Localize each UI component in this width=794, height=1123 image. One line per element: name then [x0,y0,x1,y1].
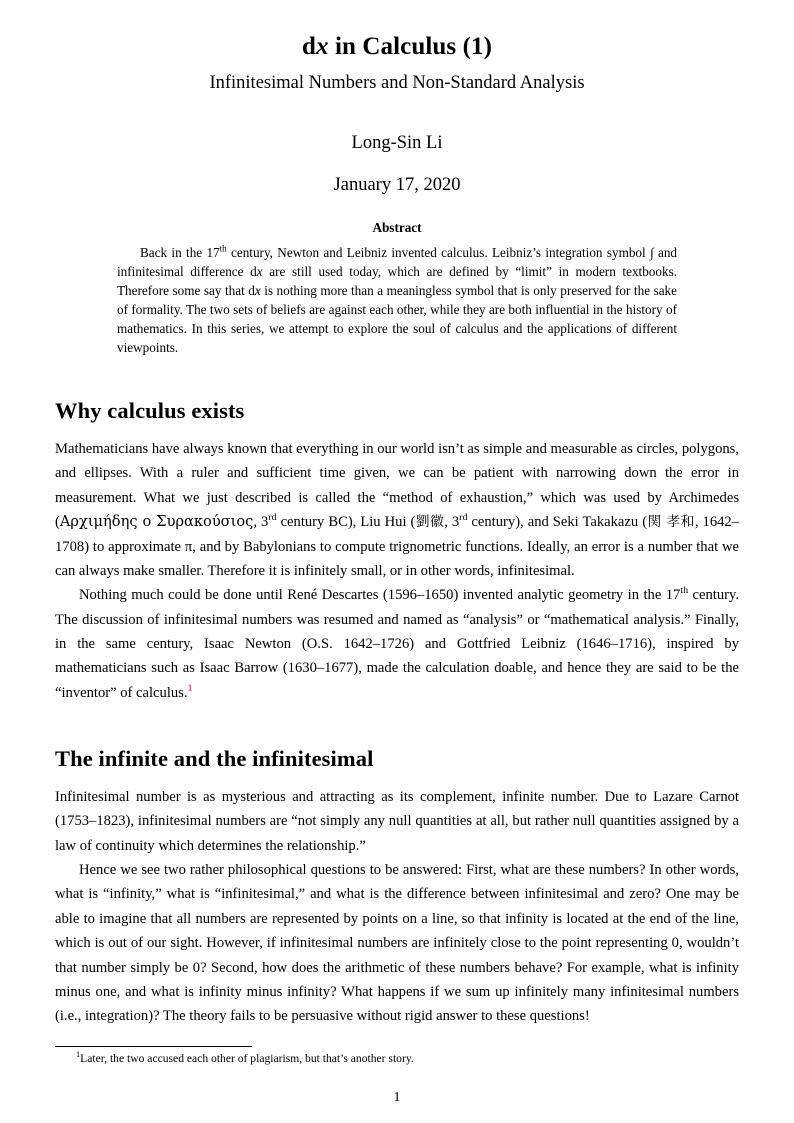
footnote-reference-1[interactable]: 1 [187,682,193,694]
s1-p1-part-b: , 3 [253,514,269,531]
abstract-text [117,243,677,357]
section1-paragraph-1 [55,437,739,583]
footnote-area [55,1046,739,1067]
s1-p2-part-a: Nothing much could be done until René Descartes (1596–1650) invented analytic geometry in the 17 [79,587,681,604]
s1-p1-part-d: , 3 [444,514,460,531]
footnote-number: 1 [76,1050,81,1060]
footnote-1 [55,1051,739,1067]
section2-paragraph-2: Hence we see two rather philosophical questions to be answered: First, what are these numbers? In other words, what is “infinity,” what is “infinitesimal,” and what is the difference between infinitesimal and zero? One may be able to imagine that all numbers are represented by points on a line, so that infinity is located at the end of the line, which is out of our sight. However, if infinitesimal numbers are infinitely close to the point representing 0, wouldn’t that number simply be 0? Second, how does the arithmetic of these numbers behave? For example, what is infinity minus one, and what is infinity minus infinity? What happens if we sum up infinitely many infinitesimal numbers (i.e., integration)? The theory fails to be persuasive without rigid answer to these questions! [55,862,739,1025]
abstract-part-3: are still used today, which are defined by “limit” in modern textbooks. Therefore some say that d [117,263,678,298]
abstract-part-4: is nothing more than a meaningless symbol that is only preserved for the sake of formality. The two sets of beliefs are against each other, while they are both influential in the history of mathematics. In this series, we attempt to explore the soul of calculus and the applications of different viewpoints. [117,282,677,356]
footnote-body-text: Later, the two accused each other of plagiarism, but that’s another story. [80,1052,414,1065]
archimedes-greek-name: Αρχιμήδης ο Συρακούσιος [59,513,254,531]
abstract-math-x-2: x [254,282,261,298]
page-content [55,28,739,1029]
s1-p1-part-c: century BC), Liu Hui ( [276,514,416,531]
abstract-ordinal-th: th [219,243,227,254]
abstract-part-1: Back in the 17 [140,244,220,260]
abstract-math-x-1: x [256,263,263,279]
title-rest: in Calculus (1) [328,33,493,60]
section-heading-the-infinite-and-the-infinitesimal: The infinite and the infinitesimal [55,746,374,772]
seki-takakazu-cjk-name: 関 孝和 [647,514,695,531]
s1-p1-part-e: century), and Seki Takakazu ( [467,514,648,531]
author-name: Long-Sin Li [351,132,443,153]
s1-p1-part-a: Mathematicians have always known that everything in our world isn’t as simple and measurable as circles, polygons, and ellipses. With a ruler and sufficient time given, we can be patient with narrowing down the error in measurement. What we just described is called the “method of exhaustion,” which was used by Archimedes ( [55,441,739,531]
abstract-part-2: century, Newton and Leibniz invented calculus. Leibniz’s integration symbol ∫ and infinitesimal difference d [117,244,678,279]
page-title [55,28,739,63]
footnote-separator-rule [55,1046,252,1047]
abstract-heading: Abstract [372,219,422,235]
s1-p2-part-b: century. The discussion of infinitesimal numbers was resumed and named as “analysis” or “mathematical analysis.” Finally, in the same century, Isaac Newton (O.S. 1642–1726) and Gottfried Leibniz (1646–1716), inspired by mathematicians such as Isaac Barrow (1630–1677), made the calculation doable, and hence they are said to be the “inventor” of calculus. [55,587,739,701]
page-subtitle: Infinitesimal Numbers and Non-Standard Analysis [209,72,585,93]
publication-date: January 17, 2020 [333,174,461,195]
s1-p1-part-f: , 1642–1708) to approximate π, and by Babylonians to compute trignometric functions. Ideally, an error is a number that we can always make smaller. Therefore it is infinitely small, or in other words, infinitesimal. [55,514,740,579]
title-d-symbol: d [301,33,316,60]
section2-paragraph-1: Infinitesimal number is as mysterious and attracting as its complement, infinite number. Due to Lazare Carnot (1753–1823), infinitesimal numbers are “not simply any null quantities at all, but rather null quantities assigned by a law of continuity which determines the relationship.” [55,789,739,854]
section1-paragraph-2 [55,583,739,705]
abstract-block [117,220,677,357]
page-number: 1 [393,1090,401,1105]
s1-ordinal-th-2: th [680,585,689,597]
section-heading-why-calculus-exists: Why calculus exists [55,398,245,424]
s1-ordinal-rd-1: rd [268,512,277,524]
s1-ordinal-rd-2: rd [459,512,468,524]
title-x-variable: x [315,33,329,60]
liu-hui-cjk-name: 劉徽 [415,514,445,531]
